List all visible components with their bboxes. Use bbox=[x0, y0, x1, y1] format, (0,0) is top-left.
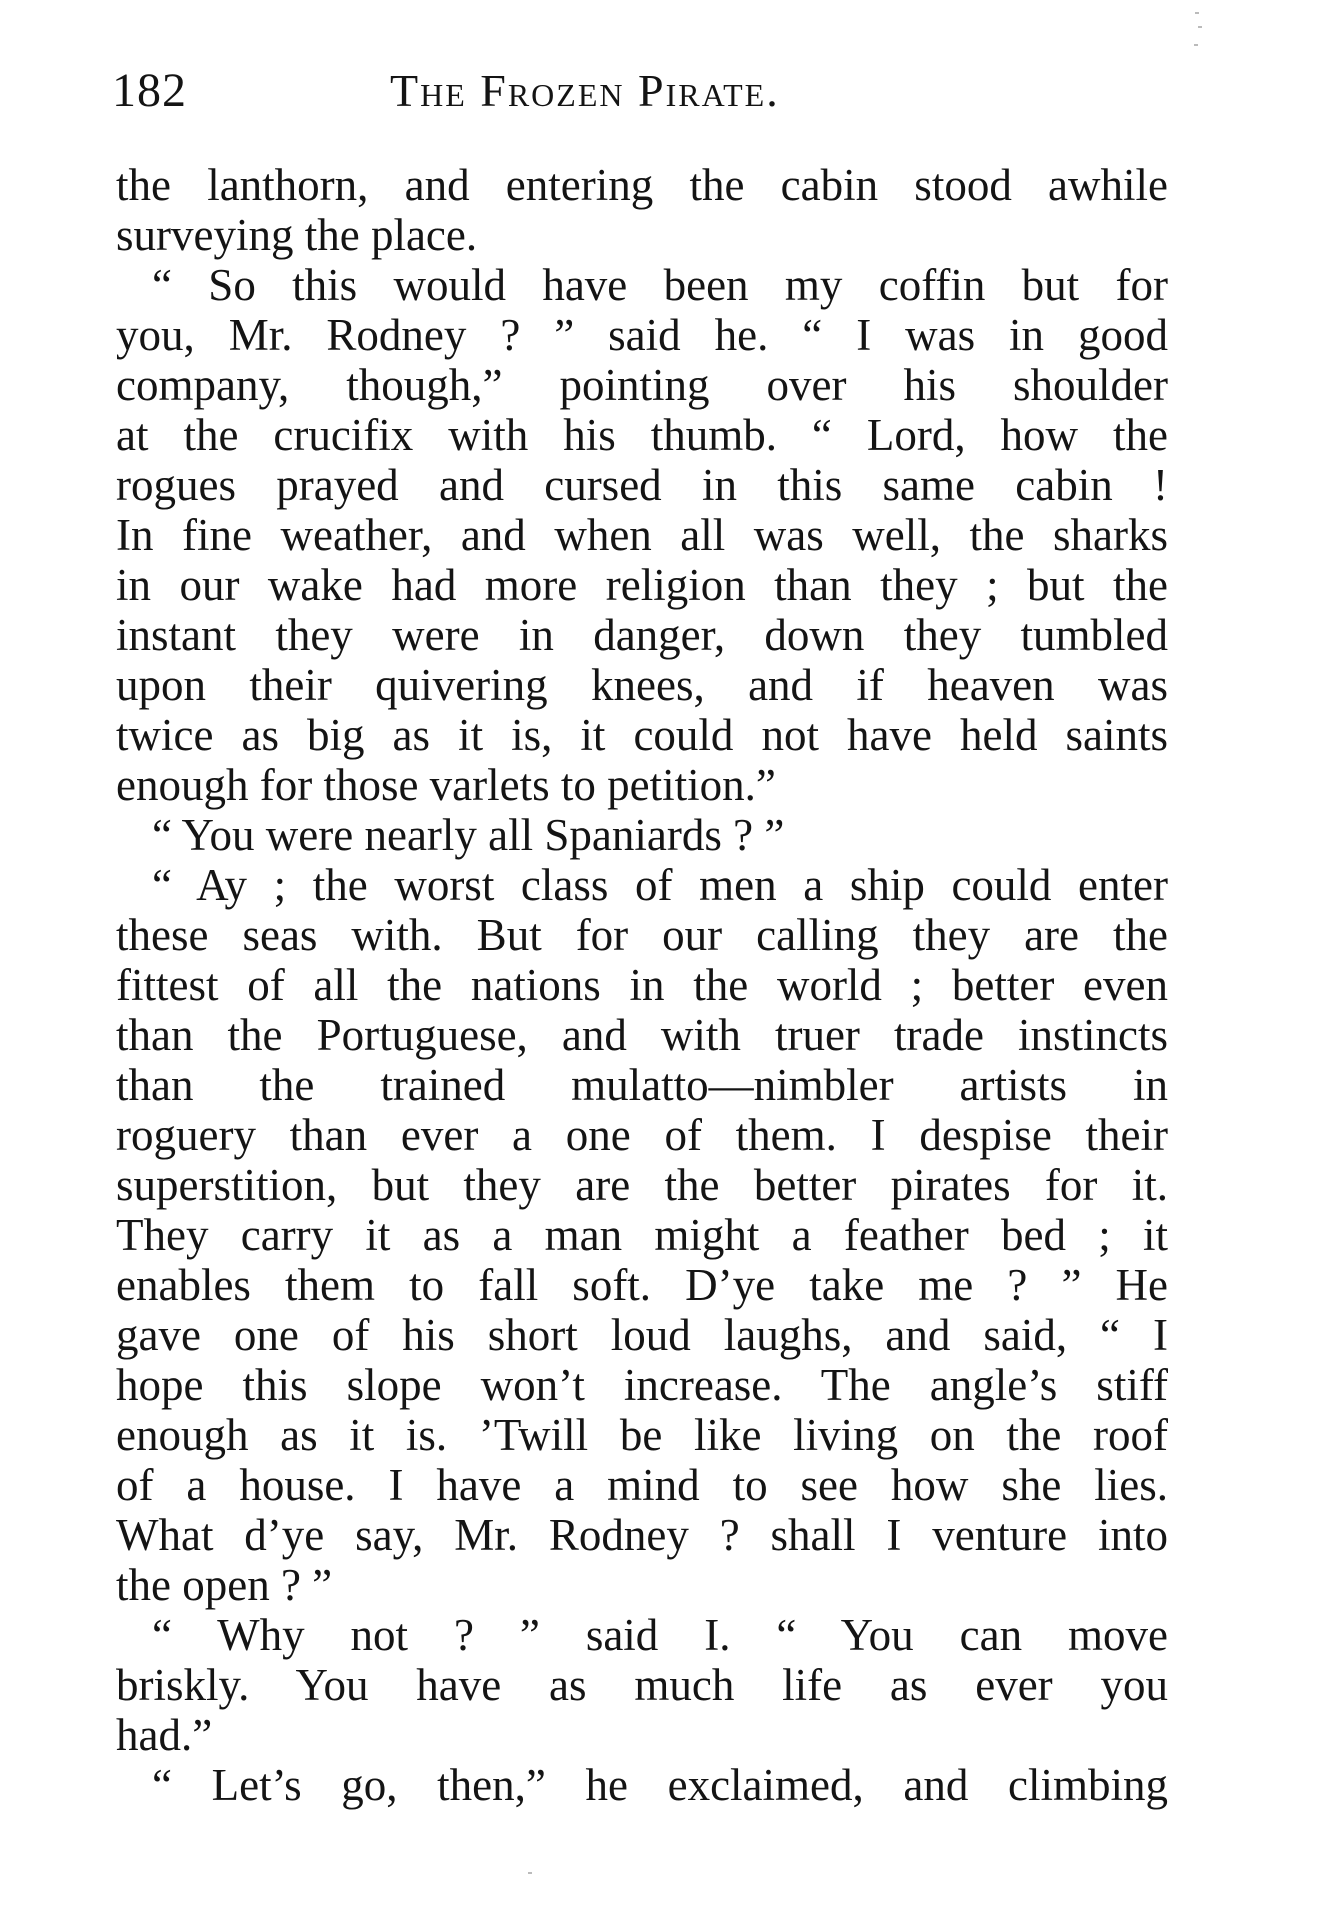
scan-speck bbox=[1194, 44, 1198, 46]
text-line: roguery than ever a one of them. I despise their bbox=[116, 1110, 1168, 1160]
text-line: “ Ay ; the worst class of men a ship could enter bbox=[152, 860, 1168, 910]
text-line: superstition, but they are the better pirates for it. bbox=[116, 1160, 1168, 1210]
text-line: twice as big as it is, it could not have held saints bbox=[116, 710, 1168, 760]
text-line: you, Mr. Rodney ? ” said he. “ I was in good bbox=[116, 310, 1168, 360]
scan-speck bbox=[528, 1872, 532, 1874]
text-line: In fine weather, and when all was well, the sharks bbox=[116, 510, 1168, 560]
scan-speck bbox=[1198, 26, 1202, 28]
text-line: They carry it as a man might a feather bed ; it bbox=[116, 1210, 1168, 1260]
text-line: had.” bbox=[116, 1710, 213, 1760]
text-line: than the Portuguese, and with truer trade instincts bbox=[116, 1010, 1168, 1060]
text-line: upon their quivering knees, and if heaven was bbox=[116, 660, 1168, 710]
text-line: “ Let’s go, then,” he exclaimed, and climbing bbox=[152, 1760, 1168, 1810]
text-line: instant they were in danger, down they tumbled bbox=[116, 610, 1168, 660]
running-head: The Frozen Pirate. bbox=[390, 65, 780, 116]
text-line: “ Why not ? ” said I. “ You can move bbox=[152, 1610, 1168, 1660]
text-line: “ You were nearly all Spaniards ? ” bbox=[152, 810, 785, 860]
text-line: the lanthorn, and entering the cabin stood awhile bbox=[116, 160, 1168, 210]
text-line: company, though,” pointing over his shoulder bbox=[116, 360, 1168, 410]
text-line: of a house. I have a mind to see how she lies. bbox=[116, 1460, 1168, 1510]
text-line: enough as it is. ’Twill be like living on the roof bbox=[116, 1410, 1168, 1460]
scan-speck bbox=[1195, 12, 1199, 14]
text-line: gave one of his short loud laughs, and said, “ I bbox=[116, 1310, 1168, 1360]
text-line: these seas with. But for our calling they are the bbox=[116, 910, 1168, 960]
page-number: 182 bbox=[112, 64, 187, 117]
text-line: enough for those varlets to petition.” bbox=[116, 760, 776, 810]
text-line: rogues prayed and cursed in this same cabin ! bbox=[116, 460, 1168, 510]
text-line: in our wake had more religion than they ; but the bbox=[116, 560, 1168, 610]
text-line: the open ? ” bbox=[116, 1560, 333, 1610]
text-line: surveying the place. bbox=[116, 210, 478, 260]
text-line: at the crucifix with his thumb. “ Lord, how the bbox=[116, 410, 1168, 460]
text-line: “ So this would have been my coffin but for bbox=[152, 260, 1168, 310]
text-line: than the trained mulatto—nimbler artists in bbox=[116, 1060, 1168, 1110]
text-line: What d’ye say, Mr. Rodney ? shall I venture into bbox=[116, 1510, 1168, 1560]
text-line: enables them to fall soft. D’ye take me ? ” He bbox=[116, 1260, 1168, 1310]
body-text bbox=[116, 160, 1168, 1810]
text-line: fittest of all the nations in the world ; better even bbox=[116, 960, 1168, 1010]
text-line: hope this slope won’t increase. The angle’s stiff bbox=[116, 1360, 1168, 1410]
text-line: briskly. You have as much life as ever you bbox=[116, 1660, 1168, 1710]
